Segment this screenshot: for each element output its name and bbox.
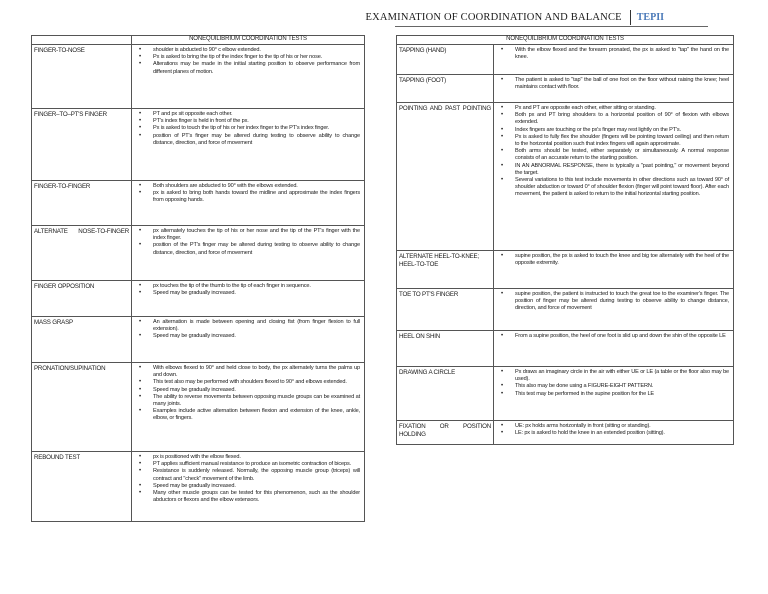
instruction-list	[499, 369, 729, 398]
instruction-item: • Several variations to this test include movements in other directions such as toward 90° of shoulder abduction or toward 0° of shoulder flexion (finger will point toward floor). After each movement, the patient is asked to return to the initial horizontal starting position.	[499, 177, 729, 199]
test-description	[132, 363, 365, 452]
instruction-list	[499, 423, 729, 437]
instruction-item: • Examples include active alternation between flexion and extension of the knee, ankle, elbow, or fingers.	[137, 408, 360, 422]
test-name: FIXATION OR POSITION HOLDING	[397, 421, 494, 445]
table-heading-spacer	[32, 36, 132, 45]
test-row	[32, 226, 365, 281]
instruction-list	[499, 253, 729, 267]
test-description	[132, 181, 365, 226]
test-row	[32, 181, 365, 226]
instruction-item: • Alterations may be made in the initial starting position to observe performance from different planes of motion.	[137, 61, 360, 75]
instruction-item: • position of the PT's finger may be altered during testing to observe ability to change distance, direction, and force of movement	[137, 242, 360, 256]
instruction-item: • This test also may be performed with shoulders flexed to 90° and elbows extended.	[137, 379, 360, 386]
section-tag: TEPII	[636, 11, 664, 23]
test-name: REBOUND TEST	[32, 452, 132, 522]
instruction-item: • LE: px is asked to hold the knee in an extended position (sitting).	[499, 430, 729, 437]
instruction-item: • px is asked to bring both hands toward the midline and approximate the index fingers from opposing hands.	[137, 190, 360, 204]
instruction-list	[499, 47, 729, 61]
instruction-item: • px is positioned with the elbow flexed.	[137, 454, 360, 461]
test-name: TAPPING (HAND)	[397, 45, 494, 75]
right-coordination-table	[396, 35, 734, 445]
test-row	[397, 251, 734, 289]
test-description	[132, 226, 365, 281]
test-name: POINTING AND PAST POINTING	[397, 103, 494, 251]
instruction-item: • Px draws an imaginary circle in the air with either UE or LE (a table or the floor also may be used).	[499, 369, 729, 383]
test-row	[397, 289, 734, 331]
instruction-item: • The patient is asked to "tap" the ball of one foot on the floor without raising the knee; heel maintains contact with floor.	[499, 77, 729, 91]
instruction-item: • UE: px holds arms horizontally in front (sitting or standing).	[499, 423, 729, 430]
instruction-list	[137, 454, 360, 504]
instruction-item: • Px and PT are opposite each other, either sitting or standing.	[499, 105, 729, 112]
instruction-list	[499, 105, 729, 199]
instruction-item: • Speed may be gradually increased.	[137, 333, 360, 340]
test-name: HEEL ON SHIN	[397, 331, 494, 367]
instruction-item: • px alternately touches the tip of his or her nose and the tip of the PT's finger with the index finger.	[137, 228, 360, 242]
instruction-item: • Speed may be gradually increased.	[137, 290, 360, 297]
test-row	[397, 45, 734, 75]
test-description	[132, 109, 365, 181]
instruction-item: • Resistance is suddenly released. Normally, the opposing muscle group (triceps) will contract and "check" movement of the limb.	[137, 468, 360, 482]
test-row	[32, 45, 365, 109]
instruction-item: • This also may be done using a FIGURE-EIGHT PATTERN.	[499, 383, 729, 390]
instruction-item: • Index fingers are touching or the px's finger may rest lightly on the PT's.	[499, 127, 729, 134]
instruction-item: • shoulder is abducted to 90° c elbow extended.	[137, 47, 360, 54]
instruction-item: • Both shoulders are abducted to 90° with the elbows extended.	[137, 183, 360, 190]
instruction-item: • Speed may be gradually increased.	[137, 387, 360, 394]
test-description	[494, 331, 734, 367]
test-description	[494, 103, 734, 251]
test-name: FINGER OPPOSITION	[32, 281, 132, 317]
instruction-item: • IN AN ABNORMAL RESPONSE, there is typically a "past pointing," or movement beyond the target.	[499, 163, 729, 177]
test-description	[132, 317, 365, 363]
header-rule	[395, 26, 708, 27]
test-row	[397, 103, 734, 251]
instruction-item: • position of PT's finger may be altered during testing to observe ability to change distance, direction, and force of movement	[137, 133, 360, 147]
test-row	[32, 281, 365, 317]
instruction-list	[137, 365, 360, 423]
test-row	[397, 367, 734, 421]
test-description	[494, 289, 734, 331]
page-header	[365, 8, 664, 26]
test-description	[494, 45, 734, 75]
instruction-item: • Px is asked to fully flex the shoulder (fingers will be pointing toward ceiling) and then return to the horizontal position such that index fingers will again approximate.	[499, 134, 729, 148]
instruction-list	[137, 319, 360, 341]
instruction-item: • px touches the tip of the thumb to the tip of each finger in sequence.	[137, 283, 360, 290]
instruction-item: • This test may be performed in the supine position for the LE	[499, 391, 729, 398]
test-description	[132, 45, 365, 109]
instruction-item: • supine position, the patient is instructed to touch the great toe to the examiner's finger. The position of finger may be altered during testing to observe ability to change distance, direction, and force of movement	[499, 291, 729, 313]
instruction-item: • Px is asked to bring the tip of the index finger to the tip of his or her nose.	[137, 54, 360, 61]
instruction-item: • Many other muscle groups can be tested for this phenomenon, such as the shoulder abductors or flexors and the elbow extensors.	[137, 490, 360, 504]
instruction-list	[499, 291, 729, 313]
instruction-item: • Speed may be gradually increased.	[137, 483, 360, 490]
test-description	[132, 281, 365, 317]
test-name: DRAWING A CIRCLE	[397, 367, 494, 421]
instruction-list	[137, 183, 360, 205]
instruction-list	[137, 47, 360, 76]
table-heading-row	[32, 36, 365, 45]
test-name: FINGER-TO-NOSE	[32, 45, 132, 109]
instruction-list	[499, 333, 729, 340]
test-row	[397, 75, 734, 103]
header-divider	[630, 10, 631, 25]
test-description	[494, 421, 734, 445]
test-row	[32, 363, 365, 452]
left-coordination-table	[31, 35, 365, 522]
test-name: TOE TO PT'S FINGER	[397, 289, 494, 331]
test-name: FINGER–TO–PT'S FINGER	[32, 109, 132, 181]
test-row	[32, 109, 365, 181]
instruction-item: • With the elbow flexed and the forearm pronated, the px is asked to "tap" the hand on the knee.	[499, 47, 729, 61]
instruction-list	[499, 77, 729, 91]
test-name: ALTERNATE NOSE-TO-FINGER	[32, 226, 132, 281]
test-description	[132, 452, 365, 522]
test-row	[32, 452, 365, 522]
instruction-list	[137, 228, 360, 257]
instruction-item: • From a supine position, the heel of one foot is slid up and down the shin of the opposite LE	[499, 333, 729, 340]
test-row	[32, 317, 365, 363]
instruction-item: • An alternation is made between opening and closing fist (from finger flexion to full extension).	[137, 319, 360, 333]
test-name: FINGER-TO-FINGER	[32, 181, 132, 226]
test-row	[397, 331, 734, 367]
instruction-item: • The ability to reverse movements between opposing muscle groups can be examined at many joints.	[137, 394, 360, 408]
table-heading-row	[397, 36, 734, 45]
instruction-item: • supine position, the px is asked to touch the knee and big toe alternately with the heel of the opposite extremity.	[499, 253, 729, 267]
instruction-list	[137, 111, 360, 147]
instruction-item: • PT and px sit opposite each other.	[137, 111, 360, 118]
instruction-item: • With elbows flexed to 90° and held close to body, the px alternately turns the palms up and down.	[137, 365, 360, 379]
instruction-item: • Both arms should be tested, either separately or simultaneously. A normal response consists of an accurate return to the starting position.	[499, 148, 729, 162]
instruction-item: • PT's index finger is held in front of the px.	[137, 118, 360, 125]
table-heading: NONEQUILIBRIUM COORDINATION TESTS	[397, 36, 734, 45]
table-heading: NONEQUILIBRIUM COORDINATION TESTS	[132, 36, 365, 45]
test-name: MASS GRASP	[32, 317, 132, 363]
test-description	[494, 251, 734, 289]
instruction-item: • Both px and PT bring shoulders to a horizontal position of 90° of flexion with elbows extended.	[499, 112, 729, 126]
test-description	[494, 75, 734, 103]
instruction-item: • PT applies sufficient manual resistance to produce an isometric contraction of biceps.	[137, 461, 360, 468]
test-row	[397, 421, 734, 445]
document-title: EXAMINATION OF COORDINATION AND BALANCE	[365, 11, 622, 23]
test-name: TAPPING (FOOT)	[397, 75, 494, 103]
test-name: ALTERNATE HEEL-TO-KNEE; HEEL-TO-TOE	[397, 251, 494, 289]
test-name: PRONATION/SUPINATION	[32, 363, 132, 452]
test-description	[494, 367, 734, 421]
instruction-list	[137, 283, 360, 297]
instruction-item: • Px is asked to touch the tip of his or her index finger to the PT's index finger.	[137, 125, 360, 132]
